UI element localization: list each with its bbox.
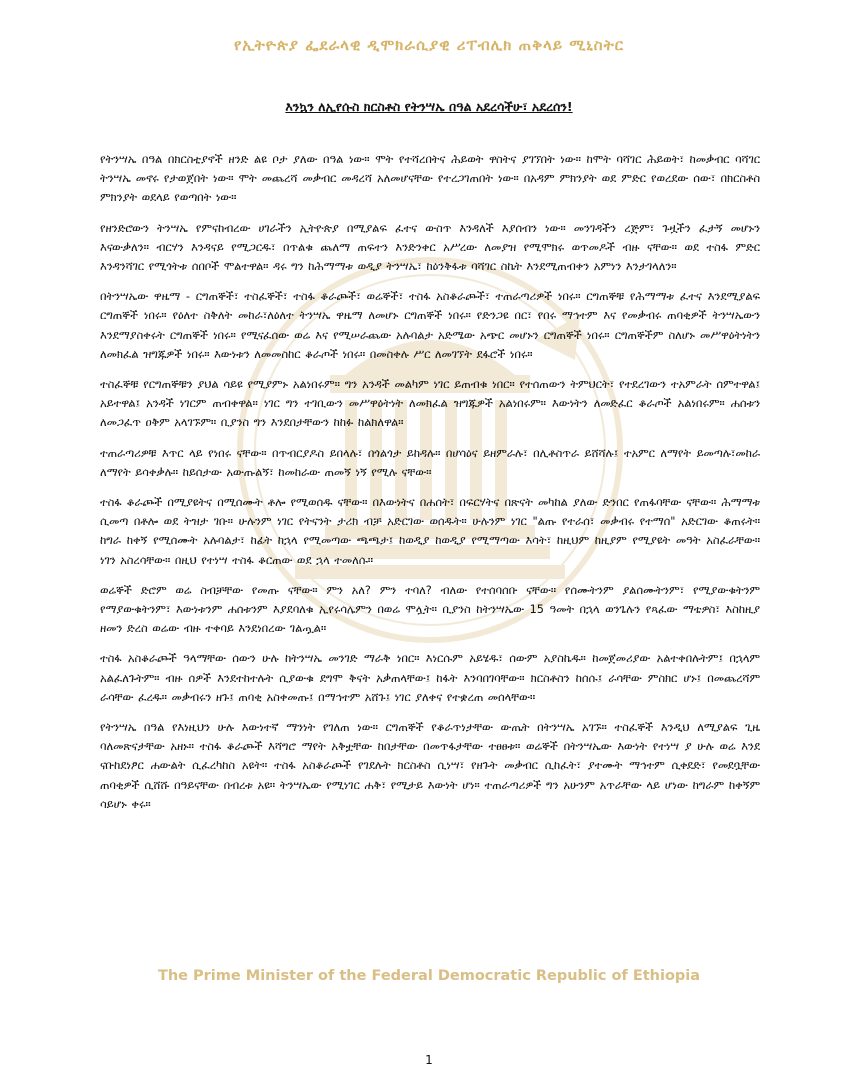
paragraph: ተስፋ ቆራጮች በሚያዩትና በሚሰሙት ቶሎ የሚወሰዱ ናቸው። በእውነትና በሐሰት፣ በፍርሃትና በጽናት መካከል ያለው ድንበር የጠፋባቸው ናቸው። ሕማማቱ ሲመጣ በቶሎ ወደ ትዝታ ገቡ። ሁሉንም ነገር የትናንት ታሪክ ብቻ አድርገው ወሰዱት። ሁሉንም ነገር "ልጡ የተራሰ፣ መቃብሩ የተማሰ" አድርገው ቆጠሩት። ከግራ ከቀኝ የሚሰሙት አሉባልታ፣ ከፊት ከኋላ የሚመጣው ጫጫታ፤ ከወዲያ ከወዲያ የሚማጣው እሳት፣ ከዚህም ከዚያም የሚያዩት መዓት አስፈራቸው። ነገን አስረሳቸው። በዚህ የተነሣ ተስፋ ቆርጠው ወደ ኋላ ተመለሱ። [100, 496, 760, 567]
paragraph: የትንሣኤ በዓል በክርስቲያኖች ዘንድ ልዩ ቦታ ያለው በዓል ነው። ሞት የተሻረበትና ሕይወት ዋስትና ያገኘበት ነው። ከሞት ባሻገር ሕይወት፣ ከመቃብር ባሻገር ትንሣኤ መኖሩ የታወጀበት ነው። ሞት መጨረሻ መቃብር መዳረሻ አለመሆናቸው የተረጋገጠበት ነው። በአዳም ምክንያት ወደ ምድር የወረደው ሰው፣ በክርስቶስ ምክንያት ወደላይ የወጣበት ነው። [100, 153, 760, 205]
paragraph: ተስፋ አስቆራጮች ዓላማቸው ሰውን ሁሉ ከትንሣኤ መንገድ ማራቅ ነበር። እነርሱም አይሄዱ፣ ሰውም አያስኬዱ። ከመጀመሪያው አልተቀበሉትም፤ በኋላም አልፈለጉትም። ብዙ ሰዎች እንደተከተሉት ሲያውቁ ደግሞ ቅናት አቃጠላቸው፤ ከፋት እንባበገባቸው። ክርስቶስን ከሰሱ፤ ራሳቸው ምስክር ሆኑ፤ በመጨረሻም ራሳቸው ፈረዱ። መቃብሩን ዘጉ፤ ጠባቂ አስቀመጡ፤ በማኅተም አሸጉ፤ ነገር ያለቀና የተቋረጠ መሰላቸው። [100, 652, 760, 704]
page-number: 1 [425, 1053, 433, 1067]
paragraph: በትንሣኤው ዋዜማ - ርግጠኞች፣ ተስፈኞች፣ ተስፋ ቆራጮች፣ ወሬኞች፣ ተስፋ አስቆራጮች፣ ተጠራጣሪዎች ነበሩ። ርግጠኞቹ የሕማማቱ ፈተና እንደሚያልፍ ርግጠኞች ነበሩ። የዕለተ ስቅለት መከራ፣ለዕለተ ትንሣኤ ዋዜማ ለመሆኑ ርግጠኞች ነበሩ። የድንጋዩ በር፣ የበሩ ማኅተም እና የመቃብሩ ጠባቂዎች ትንሣኤውን እንደማያስቀሩት ርግጠኞች ነበሩ። የሚናፈሰው ወሬ እና የሚሠራጨው አሉባልታ አድሜው አጭር መሆኑን ርግጠኞች ነበሩ። ርግጠኞችም ስለሆኑ መሥዋዕትነትን ለመክፈል ዝግጁዎች ነበሩ። እውነቱን ለመመስከር ቆራጦች ነበሩ። በመስቀሉ ሥር ለመገኘት ደፋሮች ነበሩ። [100, 290, 760, 361]
message-body [100, 150, 760, 825]
page-title: እንኳን ለኢየሱስ ክርስቶስ የትንሣኤ በዓል አደረሳችሁ፣ አደረሰን! [285, 99, 573, 114]
paragraph: ወሬኞች ድሮም ወሬ ስብቻቸው የመጡ ናቸው። ምን አለ? ምን ተባለ? ብለው የተሰባሰቡ ናቸው። የሰሙትንም ያልሰሙትንም፣ የሚያውቁትንም የማያውቁትንም፣ እውነቱንም ሐሰቱንም እያደባለቁ ኢየሩሳሌምን በወሬ ሞሏት። ቢያንስ ከትንሣኤው 15 ዓመት በኋላ ወንጌሉን የጻፈው ማቴዎስ፣ እስከዚያ ዘመን ድረስ ወሬው ብዙ ተቀባይ እንደነበረው ገልጧል። [100, 583, 760, 636]
paragraph: የዘንድሮውን ትንሣኤ የምናከብረው ሀገራችን ኢትዮጵያ በሚያልፍ ፈተና ውስጥ እንዳለች እያሰብን ነው። መንገዳችን ረጅም፣ ጉዟችን ፈታኝ መሆኑን እናውቃለን። ብርሃን እንዳናይ የሚጋርዱ፣ በጥልቁ ጨለማ ጠፍተን እንድንቀር አሥረው ለመያዝ የሚሞክሩ ወጥመዶች ብዙ ናቸው። ወደ ተስፋ ምድር እንዳንሻገር የሚጎትቱ ሰበቦች ሞልተዋል። ዳሩ ግን ከሕማማቱ ወዲያ ትንሣኤ፣ ከዕንቅፋቱ ባሻገር ስኬት እንደሚጠብቀን አምነን እንታገላለን። [100, 221, 760, 274]
paragraph: ተስፈኞቹ የርግጠኞቹን ያህል ሳይዩ የሚያምኑ አልነበሩም። ግን አንዳች መልካም ነገር ይጠብቁ ነበር። የተሰጠውን ትምህርት፣ የተደረገውን ተአምራት ሰምተዋል፤ አይተዋል፤ አንዳች ነገርም ጠብቀዋል። ነገር ግን ተገቢውን መሥዋዕትነት ለመክፈል ዝግጁዎች አልነበሩም። እውነትን ለመድፈር ቆራጦች አልነበሩም። ሐሰቱን ለመጋፈጥ ዐቅም አላገኙም። ቢያንስ ግን እንደበታቸውን ከከፉ ከልክለዋል። [100, 378, 760, 430]
paragraph: ተጠራጣሪዎቹ እጥር ላይ የነበሩ ናቸው። በጥብርያዶስ ይበላሉ፣ በጎልጎታ ይከዳሉ። በሆሳዕና ይዘምራሉ፣ በሊቶስጥራ ይሸሻሉ፤ ተአምር ለማየት ይመጣሉ፣መከራ ለማየት ይሳቀቃሉ። ከይሰታው አውጡልኝ፣ ከመከራው ጠመኝ ነኝ የሚሉ ናቸው። [100, 446, 760, 479]
office-header: የኢትዮጵያ ፌደራላዊ ዲሞክራሲያዊ ሪፐብሊክ ጠቅላይ ሚኒስትር [233, 36, 625, 54]
office-footer: The Prime Minister of the Federal Democratic Republic of Ethiopia [157, 968, 701, 984]
paragraph: የትንሣኤ በዓል የእነዚህን ሁሉ እውነተኛ ማንነት የገለጠ ነው። ርግጠኞች የቆራጥነታቸው ውጤት በትንሣኤ አገኙ። ተስፈኞች እንዲህ ለሚያልፍ ጊዜ ባለመጽናታቸው አዘኑ። ተስፋ ቆራጮች እሻግሮ ማየት አቅቷቸው ከበታቸው በመጥፋታቸው ተፀፀቱ። ወሬኞች በትንሣኤው እውነት የተነሣ ያ ሁሉ ወሬ እንደ ናቡከደነፆር ሐውልት ሲፈረካከስ አዩት። ተስፋ አስቆራጮች የገደሉት ክርስቶስ ሲነሣ፣ የዘጉት መቃብር ሲከፈት፣ ያተሙት ማኅተም ሲቀደድ፣ የመደቧቸው ጠባቂዎች ሲሸሹ በዓይናቸው በብረቱ አዩ። ትንሣኤው የሚነገር ሐቅ፣ የሚታይ እውነት ሆነ። ተጠራጣሪዎች ግን አሁንም አጥራቸው ላይ ሆነው ከግራም ከቀኝም ሳይሆኑ ቀሩ። [100, 721, 760, 811]
